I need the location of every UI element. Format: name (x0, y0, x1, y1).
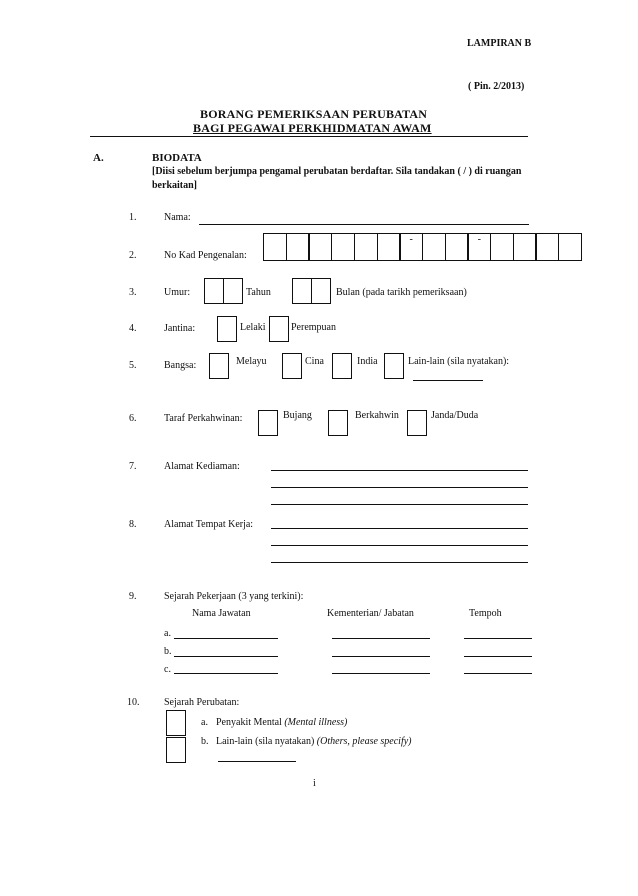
married-checkbox[interactable] (328, 410, 348, 436)
age-years-digit[interactable] (204, 278, 224, 304)
other-race-checkbox[interactable] (384, 353, 404, 379)
home-address-label: Alamat Kediaman: (164, 461, 240, 472)
malay-option-label: Melayu (236, 356, 267, 367)
other-medical-checkbox[interactable] (166, 737, 186, 763)
ic-label: No Kad Pengenalan: (164, 250, 247, 261)
age-months-label: Bulan (pada tarikh pemeriksaan) (336, 287, 467, 298)
marital-label: Taraf Perkahwinan: (164, 413, 243, 424)
employment-row-letter: c. (164, 664, 171, 675)
ic-digit-box[interactable] (422, 233, 446, 261)
ic-digit-box[interactable] (490, 233, 514, 261)
other-medical-english: (Others, please specify) (316, 736, 412, 747)
section-instruction-line1: [Diisi sebelum berjumpa pengamal perubatan berdaftar. Sila tandakan ( / ) di ruangan (152, 166, 522, 177)
work-address-field[interactable] (271, 562, 528, 563)
ministry-field[interactable] (332, 656, 430, 657)
position-field[interactable] (174, 656, 278, 657)
item-number: 6. (129, 413, 137, 424)
widowed-checkbox[interactable] (407, 410, 427, 436)
form-title-line2: BAGI PEGAWAI PERKHIDMATAN AWAM (193, 121, 432, 135)
ic-digit-box[interactable] (354, 233, 378, 261)
item-number: 1. (129, 212, 137, 223)
chinese-option-label: Cina (305, 356, 324, 367)
ic-digit-box[interactable] (331, 233, 355, 261)
name-field[interactable] (199, 224, 529, 225)
age-label: Umur: (164, 287, 191, 298)
age-months-digit[interactable] (311, 278, 331, 304)
section-letter: A. (93, 152, 104, 164)
period-field[interactable] (464, 638, 532, 639)
ic-digit-box[interactable] (558, 233, 582, 261)
ic-digit-box[interactable] (263, 233, 287, 261)
ic-digit-box[interactable] (445, 233, 469, 261)
chinese-checkbox[interactable] (282, 353, 302, 379)
age-months-field[interactable] (292, 278, 329, 304)
race-label: Bangsa: (164, 360, 197, 371)
item-number: 9. (129, 591, 137, 602)
age-months-digit[interactable] (292, 278, 312, 304)
age-years-field[interactable] (204, 278, 241, 304)
period-field[interactable] (464, 673, 532, 674)
item-number: 8. (129, 519, 137, 530)
home-address-field[interactable] (271, 470, 528, 471)
employment-label: Sejarah Pekerjaan (3 yang terkini): (164, 591, 304, 602)
mental-illness-label: Penyakit Mental (Mental illness) (216, 717, 348, 728)
employment-row-letter: b. (164, 646, 172, 657)
name-label: Nama: (164, 212, 191, 223)
medical-history-label: Sejarah Perubatan: (164, 697, 240, 708)
ministry-field[interactable] (332, 638, 430, 639)
ic-separator: - (399, 233, 423, 261)
attachment-label: LAMPIRAN B (467, 38, 532, 49)
mental-illness-english: (Mental illness) (284, 717, 348, 728)
widowed-option-label: Janda/Duda (431, 410, 479, 421)
item-number: 3. (129, 287, 137, 298)
section-instruction-line2: berkaitan] (152, 180, 197, 191)
other-race-option-label: Lain-lain (sila nyatakan): (408, 356, 510, 367)
single-checkbox[interactable] (258, 410, 278, 436)
position-field[interactable] (174, 638, 278, 639)
item-number: 2. (129, 250, 137, 261)
title-divider (90, 136, 528, 137)
gender-label: Jantina: (164, 323, 196, 334)
form-title-line1: BORANG PEMERIKSAAN PERUBATAN (200, 107, 428, 121)
ministry-field[interactable] (332, 673, 430, 674)
col-position-header: Nama Jawatan (192, 608, 251, 619)
single-option-label: Bujang (283, 410, 312, 421)
age-years-digit[interactable] (223, 278, 243, 304)
item-number: 10. (127, 697, 140, 708)
male-option-label: Lelaki (240, 322, 266, 333)
page-number: i (313, 778, 316, 789)
malay-checkbox[interactable] (209, 353, 229, 379)
position-field[interactable] (174, 673, 278, 674)
mental-illness-checkbox[interactable] (166, 710, 186, 736)
other-medical-label: Lain-lain (sila nyatakan) (Others, please specify) (216, 736, 412, 747)
ic-separator: - (467, 233, 491, 261)
item-number: 7. (129, 461, 137, 472)
period-field[interactable] (464, 656, 532, 657)
indian-option-label: India (357, 356, 378, 367)
work-address-field[interactable] (271, 528, 528, 529)
married-option-label: Berkahwin (355, 410, 399, 421)
ic-number-field[interactable] (263, 233, 581, 261)
work-address-field[interactable] (271, 545, 528, 546)
work-address-label: Alamat Tempat Kerja: (164, 519, 254, 530)
other-medical-field[interactable] (218, 761, 296, 762)
age-years-label: Tahun (246, 287, 271, 298)
employment-row-letter: a. (164, 628, 171, 639)
indian-checkbox[interactable] (332, 353, 352, 379)
ic-digit-box[interactable] (513, 233, 537, 261)
option-b-letter: b. (201, 736, 209, 747)
ic-digit-box[interactable] (308, 233, 332, 261)
male-checkbox[interactable] (217, 316, 237, 342)
item-number: 4. (129, 323, 137, 334)
female-option-label: Perempuan (291, 322, 336, 333)
female-checkbox[interactable] (269, 316, 289, 342)
col-period-header: Tempoh (469, 608, 502, 619)
home-address-field[interactable] (271, 504, 528, 505)
ic-digit-box[interactable] (286, 233, 310, 261)
home-address-field[interactable] (271, 487, 528, 488)
col-ministry-header: Kementerian/ Jabatan (327, 608, 414, 619)
ic-digit-box[interactable] (535, 233, 559, 261)
option-a-letter: a. (201, 717, 208, 728)
item-number: 5. (129, 360, 137, 371)
other-race-field[interactable] (413, 380, 483, 381)
circular-reference: ( Pin. 2/2013) (468, 81, 525, 92)
section-title: BIODATA (152, 152, 202, 164)
ic-digit-box[interactable] (377, 233, 401, 261)
